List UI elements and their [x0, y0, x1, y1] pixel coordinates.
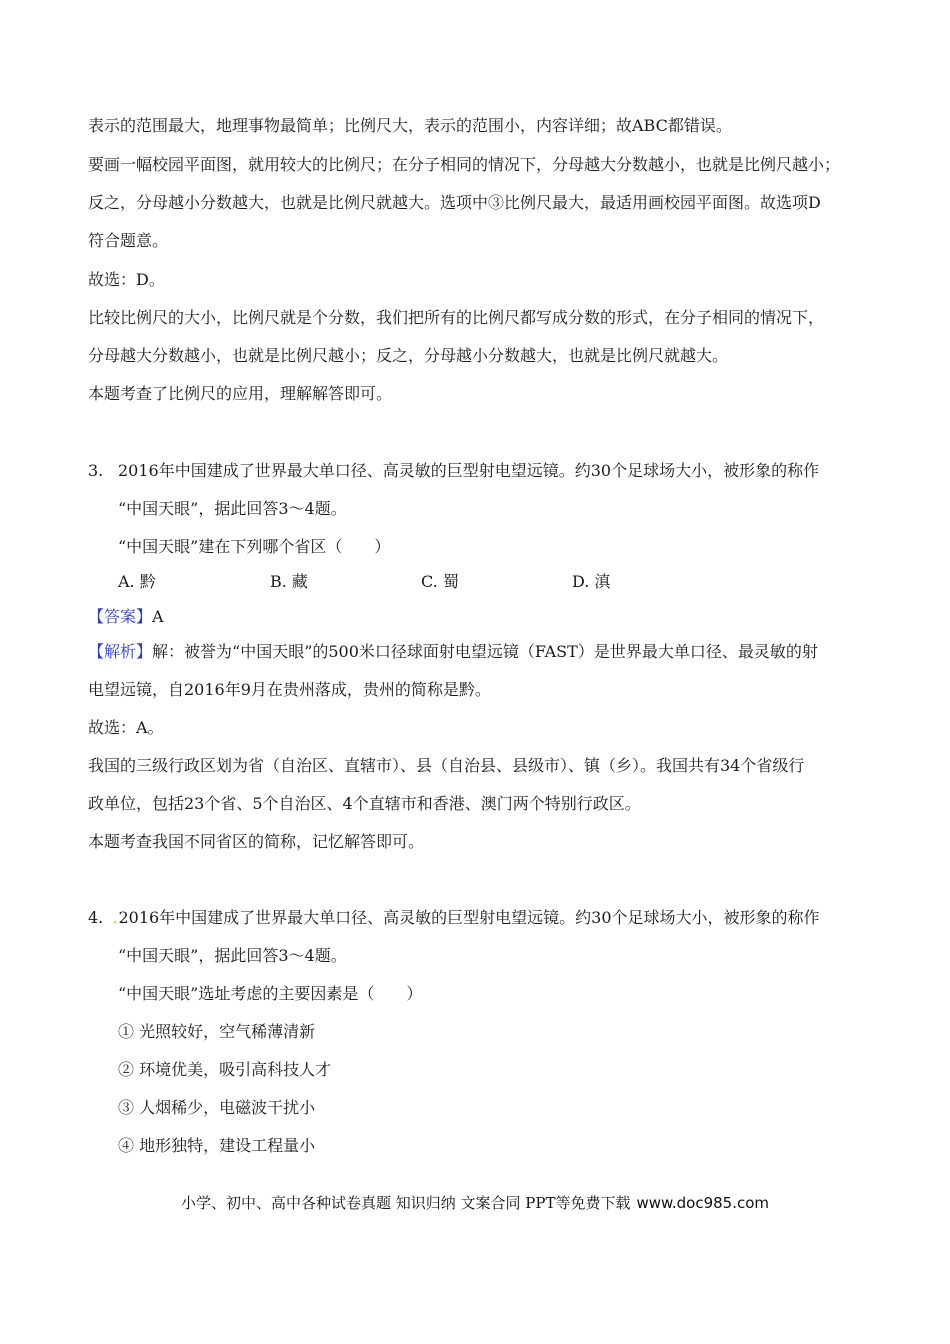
- text-line: 政单位，包括23个省、5个自治区、4个直辖市和香港、澳门两个特别行政区。: [88, 794, 641, 813]
- analysis-tag: 【解析】: [88, 642, 153, 661]
- question-text: “中国天眼”选址考虑的主要因素是（ ）: [118, 984, 423, 1003]
- question-stem: 2016年中国建成了世界最大单口径、高灵敏的巨型射电望远镜。约30个足球场大小，被形象的称作: [118, 461, 820, 480]
- question-stem: 2016年中国建成了世界最大单口径、高灵敏的巨型射电望远镜。约30个足球场大小，被形象的称作: [118, 908, 820, 927]
- text-line: 故选：D。: [88, 270, 165, 289]
- text-line: 比较比例尺的大小，比例尺就是个分数，我们把所有的比例尺都写成分数的形式，在分子相同的情况下，: [88, 308, 825, 327]
- footer-link[interactable]: www.doc985.com: [636, 1194, 770, 1212]
- text-line: 电望远镜，自2016年9月在贵州落成，贵州的简称是黔。: [88, 680, 491, 699]
- option-3: ③ 人烟稀少，电磁波干扰小: [118, 1098, 316, 1117]
- option-1: ① 光照较好，空气稀薄清新: [118, 1022, 316, 1041]
- option-a: A. 黔: [118, 572, 156, 591]
- text-line: 表示的范围最大，地理事物最简单；比例尺大，表示的范围小，内容详细；故ABC都错误。: [88, 116, 732, 135]
- question-stem: “中国天眼”，据此回答3～4题。: [118, 499, 347, 518]
- marker-dot: .: [113, 911, 118, 927]
- text-line: 故选：A。: [88, 718, 164, 737]
- answer-value: A: [152, 607, 164, 626]
- question-number: 4.: [88, 908, 104, 927]
- text-line: 反之，分母越小分数越大，也就是比例尺就越大。选项中③比例尺最大，最适用画校园平面图。故选项D: [88, 193, 821, 212]
- option-4: ④ 地形独特，建设工程量小: [118, 1136, 316, 1155]
- text-line: 分母越大分数越小，也就是比例尺越小；反之，分母越小分数越大，也就是比例尺就越大。: [88, 346, 729, 365]
- question-stem: “中国天眼”，据此回答3～4题。: [118, 946, 347, 965]
- question-stem-line: [113, 908, 820, 929]
- option-b: B. 藏: [270, 572, 308, 591]
- answer-line: [88, 607, 164, 627]
- page-footer: [0, 1192, 950, 1213]
- text-line: 要画一幅校园平面图，就用较大的比例尺；在分子相同的情况下，分母越大分数越小，也就是比例尺越小；: [88, 155, 841, 174]
- question-number: 3.: [88, 461, 104, 480]
- question-text: “中国天眼”建在下列哪个省区（ ）: [118, 537, 391, 556]
- analysis-text: 解：被誉为“中国天眼”的500米口径球面射电望远镜（FAST）是世界最大单口径、最灵敏的射: [152, 642, 818, 661]
- text-line: 本题考查我国不同省区的简称，记忆解答即可。: [88, 832, 425, 851]
- footer-text: 小学、初中、高中各种试卷真题 知识归纳 文案合同 PPT等免费下载: [180, 1194, 631, 1212]
- text-line: 本题考查了比例尺的应用，理解解答即可。: [88, 384, 393, 403]
- text-line: 我国的三级行政区划为省（自治区、直辖市）、县（自治县、县级市）、镇（乡）。我国共有34个省级行: [88, 756, 805, 775]
- option-d: D. 滇: [572, 572, 611, 591]
- option-c: C. 蜀: [421, 572, 459, 591]
- option-2: ② 环境优美，吸引高科技人才: [118, 1060, 332, 1079]
- text-line: 符合题意。: [88, 231, 169, 250]
- answer-tag: 【答案】: [88, 607, 153, 626]
- analysis-line: [88, 642, 818, 662]
